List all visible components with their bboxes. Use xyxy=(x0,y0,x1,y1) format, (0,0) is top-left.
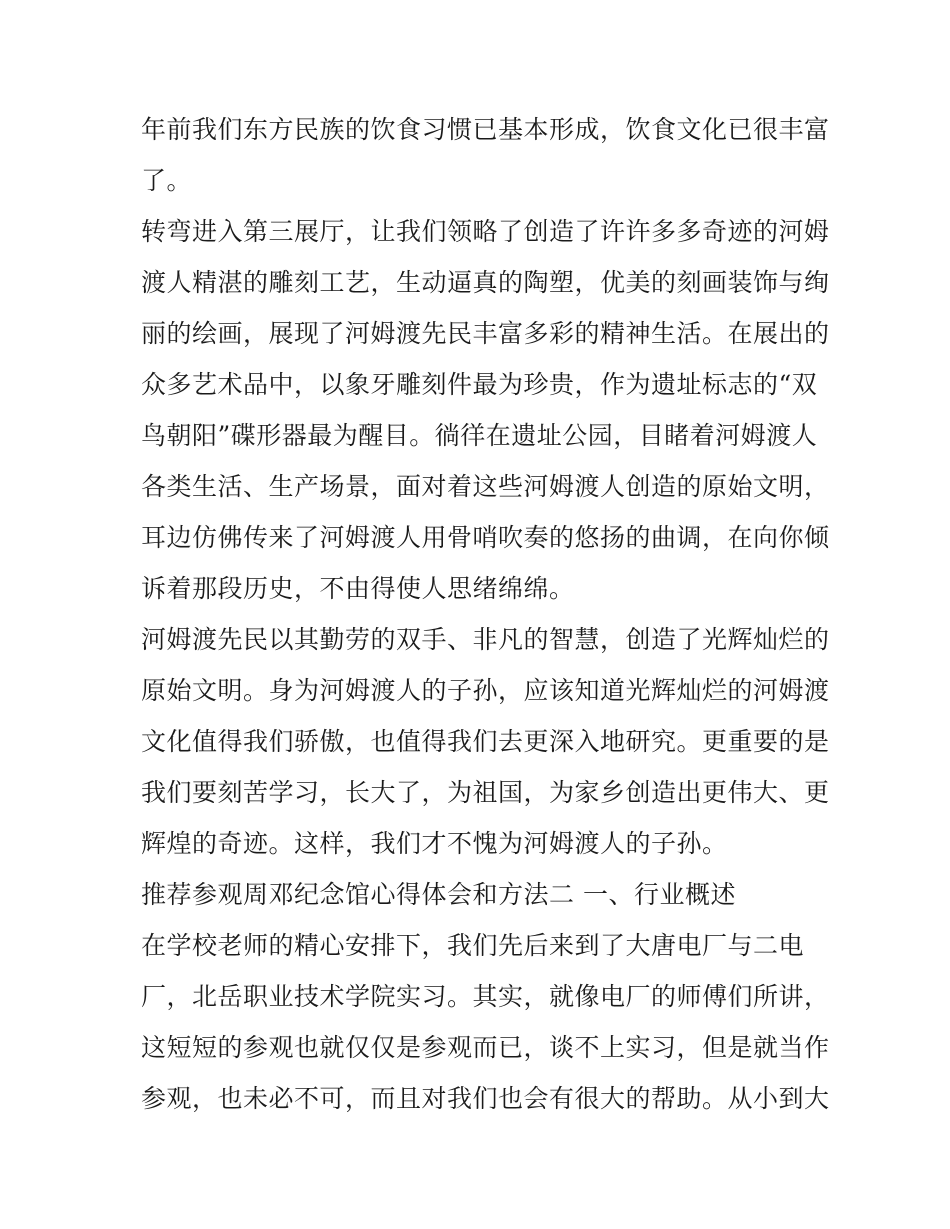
text-line: 丽的绘画，展现了河姆渡先民丰富多彩的精神生活。在展出的 xyxy=(141,319,830,348)
section-heading: 推荐参观周邓纪念馆心得体会和方法二 一、行业概述 xyxy=(141,880,736,909)
text-line: 转弯进入第三展厅，让我们领略了创造了许许多多奇迹的河姆 xyxy=(141,217,830,246)
text-line: 辉煌的奇迹。这样，我们才不愧为河姆渡人的子孙。 xyxy=(141,829,728,858)
text-line: 这短短的参观也就仅仅是参观而已，谈不上实习，但是就当作 xyxy=(141,1033,830,1062)
text-line: 我们要刻苦学习，长大了，为祖国，为家乡创造出更伟大、更 xyxy=(141,778,830,807)
text-line: 河姆渡先民以其勤劳的双手、非凡的智慧，创造了光辉灿烂的 xyxy=(141,625,830,654)
text-line: 众多艺术品中，以象牙雕刻件最为珍贵，作为遗址标志的“双 xyxy=(141,370,818,399)
text-line: 在学校老师的精心安排下，我们先后来到了大唐电厂与二电 xyxy=(141,931,805,960)
text-line: 文化值得我们骄傲，也值得我们去更深入地研究。更重要的是 xyxy=(141,727,830,756)
text-line: 渡人精湛的雕刻工艺，生动逼真的陶塑，优美的刻画装饰与绚 xyxy=(141,268,830,297)
text-line: 了。 xyxy=(141,166,193,195)
text-line: 厂，北岳职业技术学院实习。其实，就像电厂的师傅们所讲， xyxy=(141,982,830,1011)
text-line: 参观，也未必不可，而且对我们也会有很大的帮助。从小到大 xyxy=(141,1084,830,1113)
text-line: 诉着那段历史，不由得使人思绪绵绵。 xyxy=(141,574,575,603)
text-line: 耳边仿佛传来了河姆渡人用骨哨吹奏的悠扬的曲调，在向你倾 xyxy=(141,523,830,552)
text-line: 原始文明。身为河姆渡人的子孙，应该知道光辉灿烂的河姆渡 xyxy=(141,676,830,705)
text-line: 鸟朝阳”碟形器最为醒目。徜徉在遗址公园，目睹着河姆渡人 xyxy=(141,421,818,450)
text-line: 年前我们东方民族的饮食习惯已基本形成，饮食文化已很丰富 xyxy=(141,115,830,144)
document-body xyxy=(141,104,830,1124)
text-line: 各类生活、生产场景，面对着这些河姆渡人创造的原始文明， xyxy=(141,472,830,501)
